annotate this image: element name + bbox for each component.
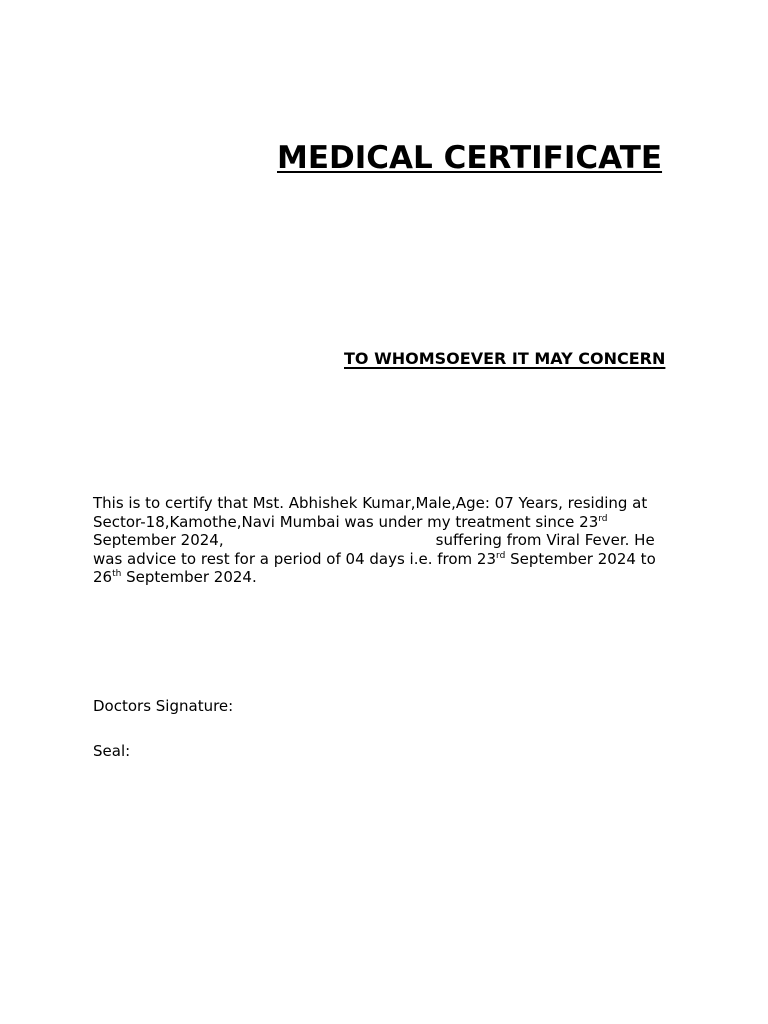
ordinal-suffix-3: th	[112, 569, 122, 579]
ordinal-suffix-2: rd	[496, 550, 506, 561]
certificate-subtitle	[93, 348, 693, 370]
certificate-body	[93, 494, 683, 587]
certificate-subtitle-text: TO WHOMSOEVER IT MAY CONCERN	[344, 349, 666, 368]
body-text-part-2: September 2024,	[93, 531, 224, 549]
certificate-title	[93, 138, 693, 178]
body-text-part-5: September 2024.	[121, 568, 257, 586]
ordinal-suffix-1: rd	[598, 513, 608, 524]
doctor-signature-label: Doctors Signature:	[93, 697, 234, 715]
seal-label: Seal:	[93, 742, 131, 760]
certificate-title-text: MEDICAL CERTIFICATE	[277, 140, 663, 176]
body-text-part-3: suffering from Viral Fever. He was advice to rest for a period of 04 days i.e. from 23	[93, 531, 655, 568]
body-text-part-4: September 2024 to 26	[93, 549, 656, 586]
body-text-part-1: This is to certify that Mst. Abhishek Kumar,Male,Age: 07 Years, residing at Sector-18,Kamothe,Navi Mumbai was under my treatment since 23	[93, 494, 648, 531]
